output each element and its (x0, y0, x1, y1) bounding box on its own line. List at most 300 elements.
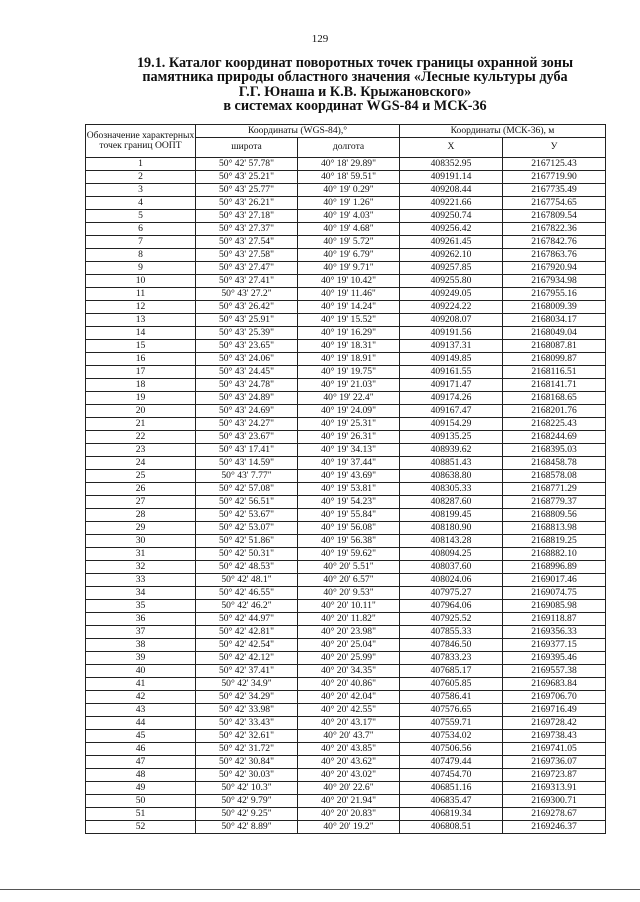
x-cell: 407586.41 (400, 691, 503, 704)
longitude-cell: 40° 19' 59.62" (298, 548, 400, 561)
longitude-cell: 40° 20' 25.99" (298, 652, 400, 665)
longitude-cell: 40° 18' 59.51" (298, 171, 400, 184)
x-cell: 409208.44 (400, 184, 503, 197)
table-row (86, 587, 606, 600)
x-cell: 409262.10 (400, 249, 503, 262)
latitude-cell: 50° 43' 24.45" (196, 366, 298, 379)
latitude-cell: 50° 42' 9.79" (196, 795, 298, 808)
longitude-cell: 40° 19' 34.13" (298, 444, 400, 457)
y-cell: 2169683.84 (503, 678, 606, 691)
longitude-cell: 40° 19' 53.81" (298, 483, 400, 496)
x-cell: 408180.90 (400, 522, 503, 535)
point-number: 31 (86, 548, 196, 561)
x-cell: 407559.71 (400, 717, 503, 730)
footer-rule (0, 889, 640, 890)
longitude-cell: 40° 19' 18.91" (298, 353, 400, 366)
latitude-cell: 50° 43' 27.37" (196, 223, 298, 236)
point-number: 41 (86, 678, 196, 691)
y-cell: 2169395.46 (503, 652, 606, 665)
point-number: 46 (86, 743, 196, 756)
latitude-cell: 50° 43' 23.67" (196, 431, 298, 444)
y-cell: 2167863.76 (503, 249, 606, 262)
y-cell: 2167125.43 (503, 158, 606, 171)
point-number: 37 (86, 626, 196, 639)
page-number: 129 (311, 33, 329, 45)
header-msk36: Координаты (МСК-36), м (400, 125, 606, 138)
latitude-cell: 50° 42' 56.51" (196, 496, 298, 509)
table-row (86, 613, 606, 626)
x-cell: 408305.33 (400, 483, 503, 496)
latitude-cell: 50° 43' 25.21" (196, 171, 298, 184)
table-row (86, 574, 606, 587)
x-cell: 409250.74 (400, 210, 503, 223)
latitude-cell: 50° 43' 26.42" (196, 301, 298, 314)
longitude-cell: 40° 20' 40.86" (298, 678, 400, 691)
coordinates-table-body (86, 158, 606, 834)
title-line-4: в системах координат WGS-84 и МСК-36 (223, 98, 487, 115)
latitude-cell: 50° 42' 37.41" (196, 665, 298, 678)
latitude-cell: 50° 43' 24.27" (196, 418, 298, 431)
point-number: 32 (86, 561, 196, 574)
latitude-cell: 50° 43' 7.77" (196, 470, 298, 483)
table-row (86, 470, 606, 483)
longitude-cell: 40° 19' 11.46" (298, 288, 400, 301)
x-cell: 408199.45 (400, 509, 503, 522)
latitude-cell: 50° 43' 24.89" (196, 392, 298, 405)
longitude-cell: 40° 19' 25.31" (298, 418, 400, 431)
latitude-cell: 50° 42' 34.29" (196, 691, 298, 704)
longitude-cell: 40° 19' 1.26" (298, 197, 400, 210)
table-row (86, 769, 606, 782)
y-cell: 2168458.78 (503, 457, 606, 470)
latitude-cell: 50° 42' 50.31" (196, 548, 298, 561)
point-number: 19 (86, 392, 196, 405)
table-row (86, 275, 606, 288)
y-cell: 2167719.90 (503, 171, 606, 184)
x-cell: 407685.17 (400, 665, 503, 678)
longitude-cell: 40° 20' 22.6" (298, 782, 400, 795)
x-cell: 409171.47 (400, 379, 503, 392)
longitude-cell: 40° 19' 26.31" (298, 431, 400, 444)
y-cell: 2168168.65 (503, 392, 606, 405)
latitude-cell: 50° 43' 27.58" (196, 249, 298, 262)
x-cell: 406808.51 (400, 821, 503, 834)
table-row (86, 405, 606, 418)
x-cell: 408939.62 (400, 444, 503, 457)
y-cell: 2168116.51 (503, 366, 606, 379)
longitude-cell: 40° 19' 10.42" (298, 275, 400, 288)
longitude-cell: 40° 19' 56.38" (298, 535, 400, 548)
x-cell: 407479.44 (400, 756, 503, 769)
point-number: 49 (86, 782, 196, 795)
point-number: 51 (86, 808, 196, 821)
longitude-cell: 40° 19' 22.4" (298, 392, 400, 405)
latitude-cell: 50° 42' 46.55" (196, 587, 298, 600)
table-row (86, 639, 606, 652)
x-cell: 409154.29 (400, 418, 503, 431)
y-cell: 2169278.67 (503, 808, 606, 821)
latitude-cell: 50° 43' 26.21" (196, 197, 298, 210)
point-number: 52 (86, 821, 196, 834)
longitude-cell: 40° 19' 56.08" (298, 522, 400, 535)
x-cell: 409257.85 (400, 262, 503, 275)
table-row (86, 626, 606, 639)
latitude-cell: 50° 43' 23.65" (196, 340, 298, 353)
table-row (86, 184, 606, 197)
x-cell: 407833.23 (400, 652, 503, 665)
longitude-cell: 40° 19' 5.72" (298, 236, 400, 249)
y-cell: 2169356.33 (503, 626, 606, 639)
y-cell: 2167920.94 (503, 262, 606, 275)
table-row (86, 262, 606, 275)
x-cell: 407964.06 (400, 600, 503, 613)
point-number: 48 (86, 769, 196, 782)
x-cell: 408638.80 (400, 470, 503, 483)
x-cell: 409167.47 (400, 405, 503, 418)
longitude-cell: 40° 20' 9.53" (298, 587, 400, 600)
y-cell: 2168395.03 (503, 444, 606, 457)
latitude-cell: 50° 42' 42.81" (196, 626, 298, 639)
longitude-cell: 40° 19' 43.69" (298, 470, 400, 483)
longitude-cell: 40° 19' 37.44" (298, 457, 400, 470)
catalog-title (100, 56, 610, 114)
point-number: 43 (86, 704, 196, 717)
latitude-cell: 50° 42' 42.54" (196, 639, 298, 652)
table-row (86, 665, 606, 678)
longitude-cell: 40° 19' 55.84" (298, 509, 400, 522)
point-number: 8 (86, 249, 196, 262)
y-cell: 2168813.98 (503, 522, 606, 535)
x-cell: 409256.42 (400, 223, 503, 236)
table-row (86, 509, 606, 522)
y-cell: 2168819.25 (503, 535, 606, 548)
y-cell: 2169074.75 (503, 587, 606, 600)
x-cell: 408024.06 (400, 574, 503, 587)
x-cell: 407605.85 (400, 678, 503, 691)
y-cell: 2169736.07 (503, 756, 606, 769)
table-row (86, 379, 606, 392)
longitude-cell: 40° 20' 11.82" (298, 613, 400, 626)
y-cell: 2169313.91 (503, 782, 606, 795)
table-row (86, 353, 606, 366)
x-cell: 409249.05 (400, 288, 503, 301)
x-cell: 406851.16 (400, 782, 503, 795)
y-cell: 2167934.98 (503, 275, 606, 288)
latitude-cell: 50° 42' 30.03" (196, 769, 298, 782)
latitude-cell: 50° 42' 57.78" (196, 158, 298, 171)
y-cell: 2168882.10 (503, 548, 606, 561)
point-number: 13 (86, 314, 196, 327)
table-row (86, 418, 606, 431)
latitude-cell: 50° 43' 14.59" (196, 457, 298, 470)
point-number: 14 (86, 327, 196, 340)
latitude-cell: 50° 42' 44.97" (196, 613, 298, 626)
table-row (86, 743, 606, 756)
point-number: 39 (86, 652, 196, 665)
latitude-cell: 50° 43' 25.77" (196, 184, 298, 197)
x-cell: 407506.56 (400, 743, 503, 756)
longitude-cell: 40° 18' 29.89" (298, 158, 400, 171)
table-row (86, 756, 606, 769)
longitude-cell: 40° 20' 20.83" (298, 808, 400, 821)
header-latitude: широта (196, 138, 298, 158)
table-row (86, 717, 606, 730)
latitude-cell: 50° 43' 27.18" (196, 210, 298, 223)
longitude-cell: 40° 20' 42.04" (298, 691, 400, 704)
y-cell: 2169738.43 (503, 730, 606, 743)
table-row (86, 197, 606, 210)
table-row (86, 808, 606, 821)
latitude-cell: 50° 42' 48.1" (196, 574, 298, 587)
longitude-cell: 40° 19' 14.24" (298, 301, 400, 314)
latitude-cell: 50° 42' 57.08" (196, 483, 298, 496)
latitude-cell: 50° 42' 53.07" (196, 522, 298, 535)
x-cell: 409191.56 (400, 327, 503, 340)
point-number: 15 (86, 340, 196, 353)
point-number: 17 (86, 366, 196, 379)
y-cell: 2169300.71 (503, 795, 606, 808)
y-cell: 2169723.87 (503, 769, 606, 782)
point-number: 18 (86, 379, 196, 392)
latitude-cell: 50° 43' 27.54" (196, 236, 298, 249)
point-number: 30 (86, 535, 196, 548)
table-row (86, 548, 606, 561)
latitude-cell: 50° 43' 24.69" (196, 405, 298, 418)
table-row (86, 223, 606, 236)
x-cell: 409191.14 (400, 171, 503, 184)
point-number: 34 (86, 587, 196, 600)
longitude-cell: 40° 19' 0.29" (298, 184, 400, 197)
point-number: 4 (86, 197, 196, 210)
y-cell: 2168771.29 (503, 483, 606, 496)
table-row (86, 795, 606, 808)
table-row (86, 535, 606, 548)
table-row (86, 782, 606, 795)
point-number: 42 (86, 691, 196, 704)
table-row (86, 158, 606, 171)
point-number: 36 (86, 613, 196, 626)
point-number: 33 (86, 574, 196, 587)
longitude-cell: 40° 19' 19.75" (298, 366, 400, 379)
table-row (86, 171, 606, 184)
y-cell: 2167735.49 (503, 184, 606, 197)
y-cell: 2169017.46 (503, 574, 606, 587)
longitude-cell: 40° 20' 23.98" (298, 626, 400, 639)
longitude-cell: 40° 20' 34.35" (298, 665, 400, 678)
y-cell: 2167822.36 (503, 223, 606, 236)
x-cell: 409135.25 (400, 431, 503, 444)
table-row (86, 496, 606, 509)
longitude-cell: 40° 19' 18.31" (298, 340, 400, 353)
x-cell: 407975.27 (400, 587, 503, 600)
latitude-cell: 50° 42' 46.2" (196, 600, 298, 613)
y-cell: 2169118.87 (503, 613, 606, 626)
latitude-cell: 50° 42' 10.3" (196, 782, 298, 795)
latitude-cell: 50° 43' 27.2" (196, 288, 298, 301)
x-cell: 407925.52 (400, 613, 503, 626)
x-cell: 409261.45 (400, 236, 503, 249)
y-cell: 2168996.89 (503, 561, 606, 574)
table-row (86, 678, 606, 691)
longitude-cell: 40° 19' 16.29" (298, 327, 400, 340)
y-cell: 2169557.38 (503, 665, 606, 678)
y-cell: 2169741.05 (503, 743, 606, 756)
point-number: 50 (86, 795, 196, 808)
point-number: 26 (86, 483, 196, 496)
latitude-cell: 50° 43' 27.47" (196, 262, 298, 275)
point-number: 7 (86, 236, 196, 249)
table-row (86, 704, 606, 717)
table-row (86, 340, 606, 353)
table-row (86, 314, 606, 327)
latitude-cell: 50° 43' 27.41" (196, 275, 298, 288)
table-row (86, 457, 606, 470)
latitude-cell: 50° 42' 33.98" (196, 704, 298, 717)
x-cell: 409149.85 (400, 353, 503, 366)
latitude-cell: 50° 42' 51.86" (196, 535, 298, 548)
table-row (86, 288, 606, 301)
longitude-cell: 40° 20' 6.57" (298, 574, 400, 587)
title-line-2: памятника природы областного значения «Лесные культуры дуба (142, 69, 568, 86)
longitude-cell: 40° 20' 25.04" (298, 639, 400, 652)
latitude-cell: 50° 43' 24.78" (196, 379, 298, 392)
point-number: 11 (86, 288, 196, 301)
x-cell: 408143.28 (400, 535, 503, 548)
point-number: 24 (86, 457, 196, 470)
point-number: 28 (86, 509, 196, 522)
longitude-cell: 40° 20' 19.2" (298, 821, 400, 834)
table-row (86, 600, 606, 613)
x-cell: 409174.26 (400, 392, 503, 405)
table-row (86, 483, 606, 496)
longitude-cell: 40° 20' 43.17" (298, 717, 400, 730)
table-row (86, 210, 606, 223)
table-row (86, 522, 606, 535)
x-cell: 407855.33 (400, 626, 503, 639)
longitude-cell: 40° 20' 21.94" (298, 795, 400, 808)
x-cell: 408287.60 (400, 496, 503, 509)
longitude-cell: 40° 19' 15.52" (298, 314, 400, 327)
longitude-cell: 40° 19' 4.03" (298, 210, 400, 223)
x-cell: 407576.65 (400, 704, 503, 717)
longitude-cell: 40° 19' 9.71" (298, 262, 400, 275)
latitude-cell: 50° 43' 17.41" (196, 444, 298, 457)
longitude-cell: 40° 20' 42.55" (298, 704, 400, 717)
x-cell: 409137.31 (400, 340, 503, 353)
point-number: 5 (86, 210, 196, 223)
point-number: 35 (86, 600, 196, 613)
table-row (86, 236, 606, 249)
longitude-cell: 40° 19' 54.23" (298, 496, 400, 509)
point-number: 2 (86, 171, 196, 184)
longitude-cell: 40° 20' 5.51" (298, 561, 400, 574)
table-row (86, 327, 606, 340)
x-cell: 407534.02 (400, 730, 503, 743)
table-row (86, 249, 606, 262)
longitude-cell: 40° 20' 43.62" (298, 756, 400, 769)
latitude-cell: 50° 42' 34.9" (196, 678, 298, 691)
x-cell: 408851.43 (400, 457, 503, 470)
latitude-cell: 50° 42' 8.89" (196, 821, 298, 834)
y-cell: 2167955.16 (503, 288, 606, 301)
y-cell: 2169246.37 (503, 821, 606, 834)
y-cell: 2168578.08 (503, 470, 606, 483)
y-cell: 2168779.37 (503, 496, 606, 509)
coordinates-table (85, 124, 606, 834)
latitude-cell: 50° 42' 30.84" (196, 756, 298, 769)
y-cell: 2168099.87 (503, 353, 606, 366)
point-number: 29 (86, 522, 196, 535)
point-number: 27 (86, 496, 196, 509)
table-row (86, 444, 606, 457)
y-cell: 2168087.81 (503, 340, 606, 353)
point-number: 20 (86, 405, 196, 418)
point-number: 47 (86, 756, 196, 769)
header-longitude: долгота (298, 138, 400, 158)
x-cell: 409208.07 (400, 314, 503, 327)
y-cell: 2168049.04 (503, 327, 606, 340)
latitude-cell: 50° 42' 31.72" (196, 743, 298, 756)
y-cell: 2169377.15 (503, 639, 606, 652)
point-number: 40 (86, 665, 196, 678)
point-number: 16 (86, 353, 196, 366)
table-row (86, 821, 606, 834)
point-number: 44 (86, 717, 196, 730)
y-cell: 2167842.76 (503, 236, 606, 249)
y-cell: 2168244.69 (503, 431, 606, 444)
header-y: У (503, 138, 606, 158)
y-cell: 2168009.39 (503, 301, 606, 314)
point-number: 10 (86, 275, 196, 288)
point-number: 45 (86, 730, 196, 743)
latitude-cell: 50° 43' 25.39" (196, 327, 298, 340)
x-cell: 409255.80 (400, 275, 503, 288)
longitude-cell: 40° 20' 43.02" (298, 769, 400, 782)
latitude-cell: 50° 42' 32.61" (196, 730, 298, 743)
y-cell: 2168034.17 (503, 314, 606, 327)
y-cell: 2169716.49 (503, 704, 606, 717)
point-number: 23 (86, 444, 196, 457)
point-number: 9 (86, 262, 196, 275)
x-cell: 406819.34 (400, 808, 503, 821)
table-row (86, 431, 606, 444)
y-cell: 2169085.98 (503, 600, 606, 613)
point-number: 6 (86, 223, 196, 236)
point-number: 21 (86, 418, 196, 431)
y-cell: 2169728.42 (503, 717, 606, 730)
header-designation: Обозначение характерных точек границ ООПТ (86, 125, 196, 158)
x-cell: 409221.66 (400, 197, 503, 210)
title-line-3: Г.Г. Юнаша и К.В. Крыжановского» (238, 83, 472, 100)
y-cell: 2167809.54 (503, 210, 606, 223)
latitude-cell: 50° 42' 42.12" (196, 652, 298, 665)
point-number: 22 (86, 431, 196, 444)
point-number: 38 (86, 639, 196, 652)
x-cell: 407846.50 (400, 639, 503, 652)
x-cell: 407454.70 (400, 769, 503, 782)
latitude-cell: 50° 42' 9.25" (196, 808, 298, 821)
table-row (86, 691, 606, 704)
title-line-1: 19.1. Каталог координат поворотных точек границы охранной зоны (136, 55, 574, 71)
table-row (86, 730, 606, 743)
longitude-cell: 40° 20' 10.11" (298, 600, 400, 613)
table-row (86, 561, 606, 574)
header-x: X (400, 138, 503, 158)
latitude-cell: 50° 42' 48.53" (196, 561, 298, 574)
longitude-cell: 40° 20' 43.7" (298, 730, 400, 743)
x-cell: 408094.25 (400, 548, 503, 561)
longitude-cell: 40° 20' 43.85" (298, 743, 400, 756)
